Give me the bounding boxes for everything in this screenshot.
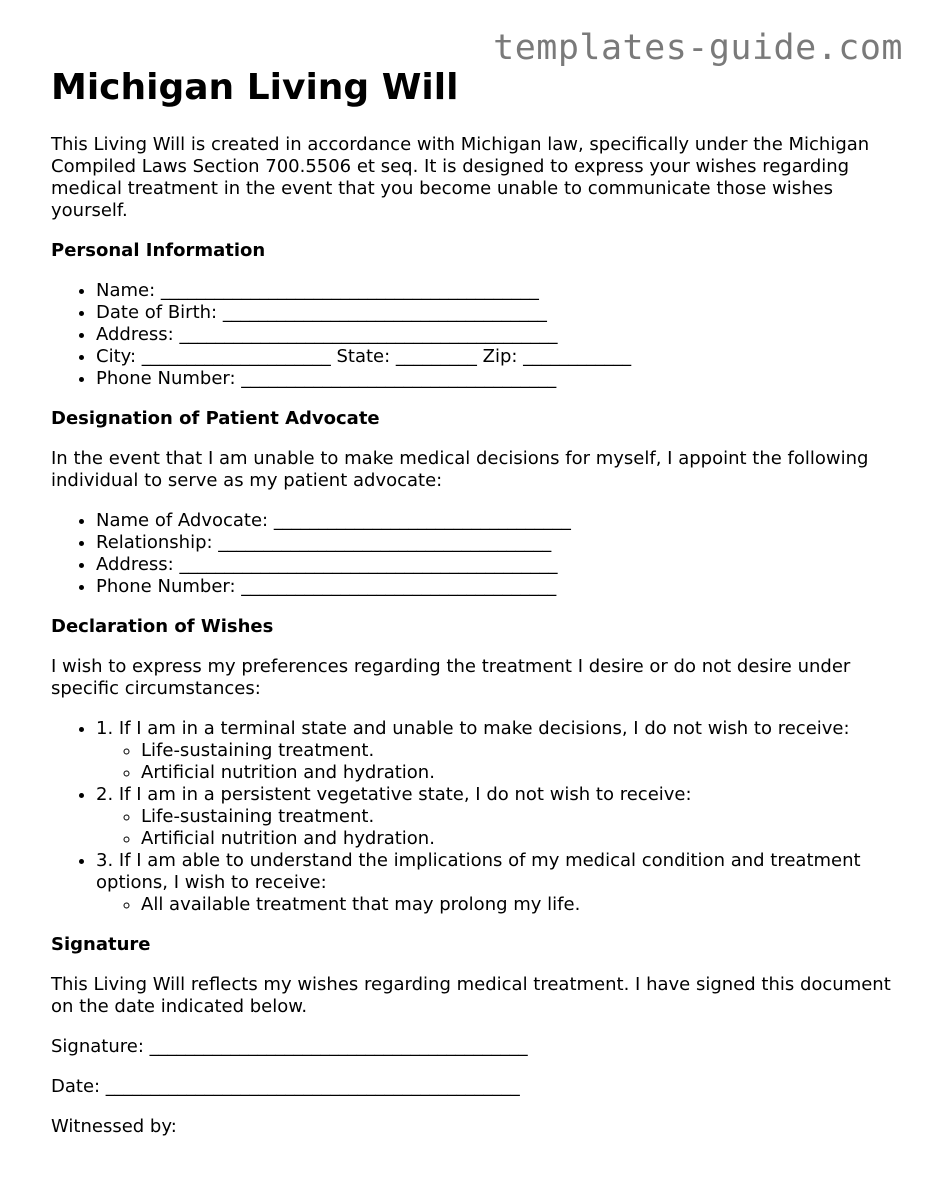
wish-subitem: ◦ Artificial nutrition and hydration. xyxy=(141,828,891,850)
page-title: Michigan Living Will xyxy=(51,67,459,108)
wish-label: 2. If I am in a persistent vegetative state, I do not wish to receive: xyxy=(96,784,692,805)
wish-item xyxy=(96,718,891,784)
advocate-paragraph: In the event that I am unable to make medical decisions for myself, I appoint the following individual to serve as my patient advocate: xyxy=(51,448,869,491)
wish-sublist xyxy=(96,894,891,916)
advocate-name-field: • Name of Advocate: _________________________________ xyxy=(96,510,891,532)
intro-paragraph: This Living Will is created in accordance with Michigan law, specifically under the Michigan Compiled Laws Section 700.5506 et seq. It is designed to express your wishes regarding medical treatment in the event that you become unable to communicate those wishes yourself. xyxy=(51,134,870,221)
relationship-field: • Relationship: _____________________________________ xyxy=(96,532,891,554)
name-field: • Name: __________________________________________ xyxy=(96,280,891,302)
signature-line: Signature: __________________________________________ xyxy=(51,1036,528,1057)
signature-heading: Signature xyxy=(51,934,151,955)
date-line: Date: ______________________________________________ xyxy=(51,1076,520,1097)
wish-sublist xyxy=(96,806,891,850)
signature-paragraph: This Living Will reflects my wishes regarding medical treatment. I have signed this document on the date indicated below. xyxy=(51,974,891,1017)
wish-sublist xyxy=(96,740,891,784)
wish-label: 3. If I am able to understand the implications of my medical condition and treatment options, I wish to receive: xyxy=(96,850,861,893)
wish-subitem: ◦ All available treatment that may prolong my life. xyxy=(141,894,891,916)
advocate-phone-field: • Phone Number: ___________________________________ xyxy=(96,576,891,598)
address-field: • Address: __________________________________________ xyxy=(96,324,891,346)
watermark: templates-guide.com xyxy=(493,28,903,68)
city-state-zip-field: • City: _____________________ State: _________ Zip: ____________ xyxy=(96,346,891,368)
dob-field: • Date of Birth: ____________________________________ xyxy=(96,302,891,324)
personal-info-list xyxy=(51,280,891,390)
phone-field: • Phone Number: ___________________________________ xyxy=(96,368,891,390)
wishes-heading: Declaration of Wishes xyxy=(51,616,274,637)
wish-subitem: ◦ Life-sustaining treatment. xyxy=(141,806,891,828)
advocate-heading: Designation of Patient Advocate xyxy=(51,408,380,429)
wishes-list xyxy=(51,718,891,916)
personal-info-heading: Personal Information xyxy=(51,240,266,261)
wish-item xyxy=(96,850,891,916)
wish-subitem: ◦ Artificial nutrition and hydration. xyxy=(141,762,891,784)
wish-label: 1. If I am in a terminal state and unable to make decisions, I do not wish to receive: xyxy=(96,718,850,739)
wishes-paragraph: I wish to express my preferences regarding the treatment I desire or do not desire under specific circumstances: xyxy=(51,656,851,699)
wish-subitem: ◦ Life-sustaining treatment. xyxy=(141,740,891,762)
document xyxy=(51,66,891,1138)
advocate-list xyxy=(51,510,891,598)
witness-label: Witnessed by: xyxy=(51,1116,177,1137)
advocate-address-field: • Address: __________________________________________ xyxy=(96,554,891,576)
wish-item xyxy=(96,784,891,850)
